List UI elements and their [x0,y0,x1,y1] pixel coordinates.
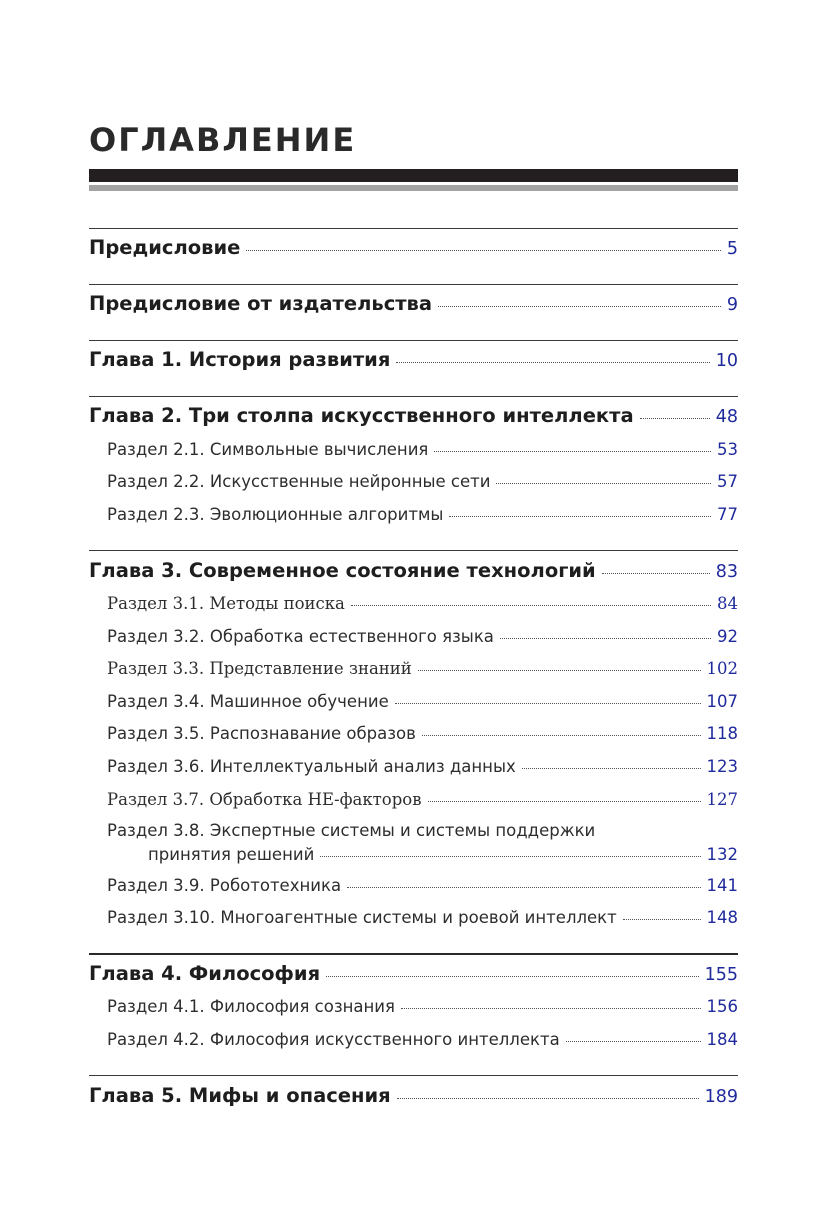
divider [89,340,738,341]
divider [89,396,738,397]
toc-entry-publisher-preface[interactable] [89,292,738,315]
toc-entry-section-3-10[interactable] [107,908,738,927]
divider [89,228,738,229]
toc-entry-section-2-3[interactable] [107,505,738,524]
dot-leader [418,670,701,671]
page-number: 84 [717,594,738,613]
entry-label-line-1: Раздел 3.8. Экспертные системы и системы поддержки [107,821,596,840]
divider [89,953,738,955]
toc-entry-chapter-5[interactable] [89,1084,738,1107]
toc-entry-section-3-6[interactable] [107,757,738,776]
dot-leader [496,483,711,484]
toc-entry-section-3-2[interactable] [107,627,738,646]
entry-label: Глава 1. История развития [89,348,391,371]
title-bar-dark [89,169,738,182]
dot-leader [320,856,700,857]
page-number: 5 [726,239,738,259]
entry-label: Глава 5. Мифы и опасения [89,1084,391,1107]
entry-label: Предисловие [89,236,241,259]
dot-leader [422,735,701,736]
dot-leader [566,1041,701,1042]
page-number: 127 [706,790,738,809]
toc-entry-chapter-3[interactable] [89,559,738,582]
entry-label: Раздел 3.1. Методы поиска [107,594,345,613]
dot-leader [246,250,720,251]
toc-entry-section-2-1[interactable] [107,440,738,459]
toc-entry-section-3-3[interactable] [107,659,738,678]
entry-label: Раздел 2.2. Искусственные нейронные сети [107,472,491,491]
toc-entry-chapter-4[interactable] [89,962,738,985]
page-number: 184 [706,1030,738,1049]
toc-entry-chapter-2[interactable] [89,404,738,427]
entry-label: Раздел 3.9. Робототехника [107,876,342,895]
entry-label: Глава 4. Философия [89,962,321,985]
dot-leader [602,573,710,574]
entry-label: Раздел 2.1. Символьные вычисления [107,440,429,459]
toc-entry-section-2-2[interactable] [107,472,738,491]
page-number: 148 [706,908,738,927]
dot-leader [500,638,711,639]
divider [89,1075,738,1076]
entry-label: Раздел 3.6. Интеллектуальный анализ данных [107,757,516,776]
page-number: 53 [717,440,738,459]
page-number: 123 [706,757,738,776]
dot-leader [347,887,700,888]
dot-leader [401,1008,701,1009]
page-number: 83 [715,562,738,582]
page-number: 141 [706,876,738,895]
page-number: 156 [706,997,738,1016]
dot-leader [434,451,711,452]
page-number: 92 [717,627,738,646]
toc-entry-section-3-1[interactable] [107,594,738,613]
page-number: 107 [706,692,738,711]
dot-leader [438,306,721,307]
dot-leader [396,362,709,363]
toc-entry-section-3-7[interactable] [107,790,738,809]
entry-label: Раздел 3.2. Обработка естественного языка [107,627,494,646]
toc-entry-section-4-1[interactable] [107,997,738,1016]
page-number: 10 [715,351,738,371]
toc-entry-section-4-2[interactable] [107,1030,738,1049]
page-number: 77 [717,505,738,524]
entry-label: Глава 3. Современное состояние технологий [89,559,596,582]
entry-label: Раздел 2.3. Эволюционные алгоритмы [107,505,444,524]
dot-leader [351,605,711,606]
page-title: ОГЛАВЛЕНИЕ [89,121,357,159]
title-bar-light [89,185,738,191]
page-number: 132 [706,845,738,864]
page-number: 102 [706,659,738,678]
entry-label: Раздел 3.10. Многоагентные системы и роевой интеллект [107,908,617,927]
dot-leader [449,516,711,517]
entry-label: Раздел 3.3. Представление знаний [107,659,412,678]
dot-leader [395,703,701,704]
dot-leader [623,919,701,920]
dot-leader [522,768,701,769]
toc-entry-chapter-1[interactable] [89,348,738,371]
entry-label-line-2: принятия решений [148,845,315,864]
page-number: 189 [704,1087,738,1107]
entry-label: Раздел 3.4. Машинное обучение [107,692,389,711]
entry-label: Раздел 4.2. Философия искусственного интеллекта [107,1030,560,1049]
dot-leader [397,1098,699,1099]
page-number: 57 [717,472,738,491]
page-number: 118 [706,724,738,743]
divider [89,284,738,285]
divider [89,550,738,551]
dot-leader [428,801,701,802]
entry-label: Предисловие от издательства [89,292,433,315]
toc-entry-section-3-5[interactable] [107,724,738,743]
dot-leader [640,418,710,419]
toc-entry-section-3-8[interactable] [107,819,738,867]
entry-label: Глава 2. Три столпа искусственного интеллекта [89,404,634,427]
entry-label: Раздел 4.1. Философия сознания [107,997,395,1016]
toc-entry-preface[interactable] [89,236,738,259]
page-number: 155 [704,965,738,985]
toc-entry-section-3-4[interactable] [107,692,738,711]
page-number: 48 [715,407,738,427]
entry-label: Раздел 3.5. Распознавание образов [107,724,416,743]
page-number: 9 [726,295,738,315]
entry-label: Раздел 3.7. Обработка НЕ-факторов [107,790,422,809]
dot-leader [326,976,699,977]
toc-entry-section-3-9[interactable] [107,876,738,895]
